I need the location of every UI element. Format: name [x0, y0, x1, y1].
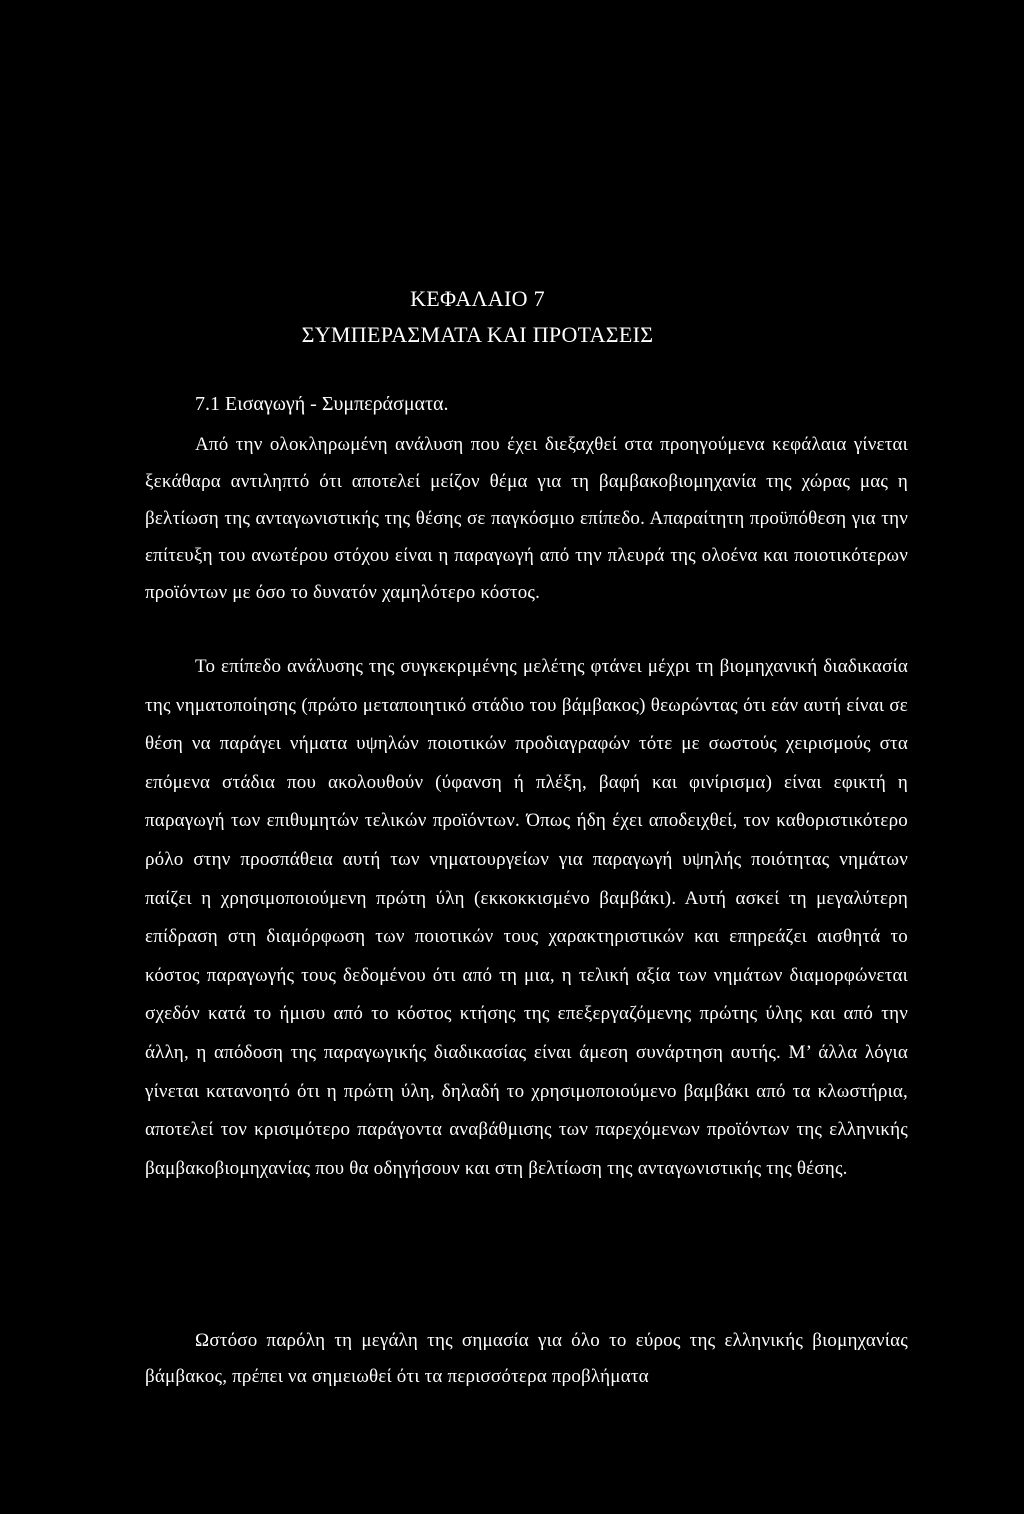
paragraph-analysis-level: Το επίπεδο ανάλυσης της συγκεκριμένης μελέτης φτάνει μέχρι τη βιομηχανική διαδικασία της νηματοποίησης (πρώτο μεταποιητικό στάδιο του βάμβακος) θεωρώντας ότι εάν αυτή είναι σε θέση να παράγει νήματα υψηλών ποιοτικών προδιαγραφών τότε με σωστούς χειρισμούς στα επόμενα στάδια που ακολουθούν (ύφανση ή πλέξη, βαφή και φινίρισμα) είναι εφικτή η παραγωγή των επιθυμητών τελικών προϊόντων. Όπως ήδη έχει αποδειχθεί, τον καθοριστικότερο ρόλο στην προσπάθεια αυτή των νηματουργείων για παραγωγή υψηλής ποιότητας νημάτων παίζει η χρησιμοποιούμενη πρώτη ύλη (εκκοκκισμένο βαμβάκι). Αυτή ασκεί τη μεγαλύτερη επίδραση στη διαμόρφωση των ποιοτικών τους χαρακτηριστικών και επηρεάζει αισθητά το κόστος παραγωγής τους δεδομένου ότι από τη μια, η τελική αξία των νημάτων διαμορφώνεται σχεδόν κατά το ήμισυ από το κόστος κτήσης της επεξεργαζόμενης πρώτης ύλης και από την άλλη, η απόδοση της παραγωγικής διαδικασίας είναι άμεση συνάρτηση αυτής. Μ’ άλλα λόγια γίνεται κατανοητό ότι η πρώτη ύλη, δηλαδή το χρησιμοποιούμενο βαμβάκι από τα κλωστήρια, αποτελεί τον κρισιμότερο παράγοντα αναβάθμισης των παρεχόμενων προϊόντων της ελληνικής βαμβακοβιομηχανίας που θα οδηγήσουν και στη βελτίωση της ανταγωνιστικής της θέσης. [145, 656, 908, 1179]
paragraph-introduction: Από την ολοκληρωμένη ανάλυση που έχει διεξαχθεί στα προηγούμενα κεφάλαια γίνεται ξεκάθαρα αντιληπτό ότι αποτελεί μείζον θέμα για τη βαμβακοβιομηχανία της χώρας μας η βελτίωση της ανταγωνιστικής της θέσης σε παγκόσμιο επίπεδο. Απαραίτητη προϋπόθεση για την επίτευξη του ανωτέρου στόχου είναι η παραγωγή από την πλευρά της ολοένα και ποιοτικότερων προϊόντων με όσο το δυνατόν χαμηλότερο κόστος. [145, 434, 908, 603]
section-heading: 7.1 Εισαγωγή - Συμπεράσματα. [195, 393, 449, 415]
paragraph-however: Ωστόσο παρόλη τη μεγάλη της σημασία για όλο το εύρος της ελληνικής βιομηχανίας βάμβακος, πρέπει να σημειωθεί ότι τα περισσότερα προβλήματα [145, 1330, 908, 1387]
chapter-number: ΚΕΦΑΛΑΙΟ 7 [410, 286, 545, 311]
chapter-title: ΣΥΜΠΕΡΑΣΜΑΤΑ ΚΑΙ ΠΡΟΤΑΣΕΙΣ [301, 322, 654, 347]
